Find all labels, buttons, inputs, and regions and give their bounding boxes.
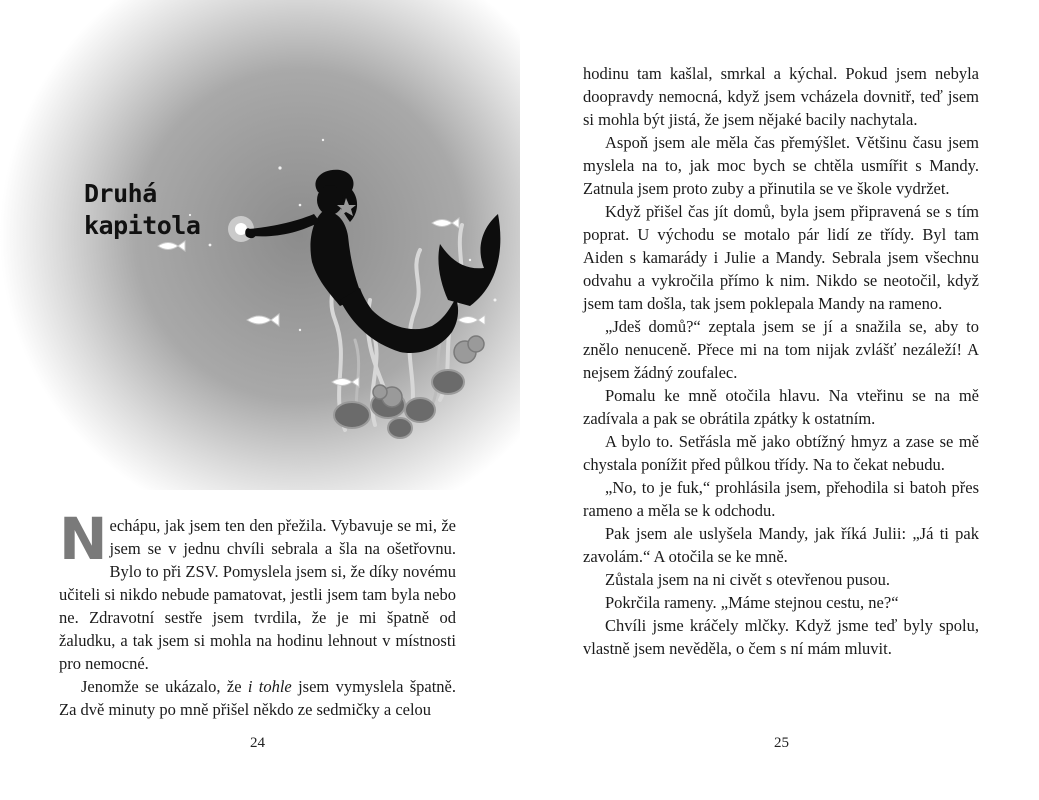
drop-cap: N: [59, 505, 108, 573]
paragraph: Pokrčila rameny. „Máme stejnou cestu, ne?“: [605, 593, 899, 612]
paragraph-text: jsem vymyslela špatně. Za dvě minuty po mně přišel někdo ze sedmičky a celou: [59, 677, 456, 719]
chapter-title: [84, 178, 200, 242]
paragraph: Chvíli jsme kráčely mlčky. Když jsme teď byly spolu, vlastně jsem nevěděla, o čem s ní mám mluvit.: [583, 616, 979, 658]
paragraph: Když přišel čas jít domů, byla jsem připravená se s tím poprat. U východu se motalo pár lidí ze třídy. Byl tam Aiden s kamarády i Julie a Mandy. Sebrala jsem všechnu odvahu a vykročila přímo k nim. Nikdo se neotočil, když jsem tam došla, tak jsem poklepala Mandy na rameno.: [583, 202, 979, 313]
paragraph: A bylo to. Setřásla mě jako obtížný hmyz a zase se mě chystala ponížit před půlkou třídy. Na to čekat nebudu.: [583, 432, 979, 474]
left-page-text: [59, 505, 456, 721]
italic-text: i tohle: [247, 677, 292, 696]
page-number: 25: [774, 735, 789, 751]
paragraph: „No, to je fuk,“ prohlásila jsem, přehodila si batoh přes rameno a měla se k odchodu.: [583, 478, 979, 520]
chapter-title-line1: Druhá: [84, 179, 157, 208]
mermaid-illustration: [0, 0, 520, 490]
paragraph: Zůstala jsem na ni civět s otevřenou pusou.: [605, 570, 891, 589]
paragraph: [59, 675, 456, 721]
paragraph: Pak jsem ale uslyšela Mandy, jak říká Julii: „Já ti pak zavolám.“ A otočila se ke mně.: [583, 524, 979, 566]
right-page-text: [583, 62, 979, 660]
page-number: 24: [250, 735, 265, 751]
paragraph-text: Jenomže se ukázalo, že: [81, 677, 248, 696]
paragraph: hodinu tam kašlal, smrkal a kýchal. Pokud jsem nebyla doopravdy nemocná, když jsem vcházela dovnitř, teď jsem si mohla být jistá, že jsem nějaké bacily nachytala.: [583, 64, 979, 129]
paragraph: Aspoň jsem ale měla čas přemýšlet. Většinu času jsem myslela na to, jak moc bych se chtěla usmířit s Mandy. Zatnula jsem proto zuby a přinutila se ve škole vydržet.: [583, 133, 979, 198]
paragraph: Pomalu ke mně otočila hlavu. Na vteřinu se na mě zadívala a pak se obrátila zpátky k ostatním.: [583, 386, 979, 428]
paragraph: [59, 505, 456, 675]
paragraph: „Jdeš domů?“ zeptala jsem se jí a snažila se, aby to znělo nenuceně. Přece mi na tom nijak zvlášť nezáleží! A nejsem žádný zoufalec.: [583, 317, 979, 382]
chapter-title-line2: kapitola: [84, 211, 201, 240]
paragraph-text: echápu, jak jsem ten den přežila. Vybavuje se mi, že jsem se v jednu chvíli sebrala a šla na ošetřovnu. Bylo to při ZSV. Pomyslela jsem si, že díky novému učiteli si nikdo nebude pamatovat, jestli jsem tam byla nebo ne. Zdravotní sestře jsem tvrdila, že je mi špatně od žaludku, a tak jsem si mohla na hodinu lehnout v místnosti pro nemocné.: [59, 516, 456, 673]
